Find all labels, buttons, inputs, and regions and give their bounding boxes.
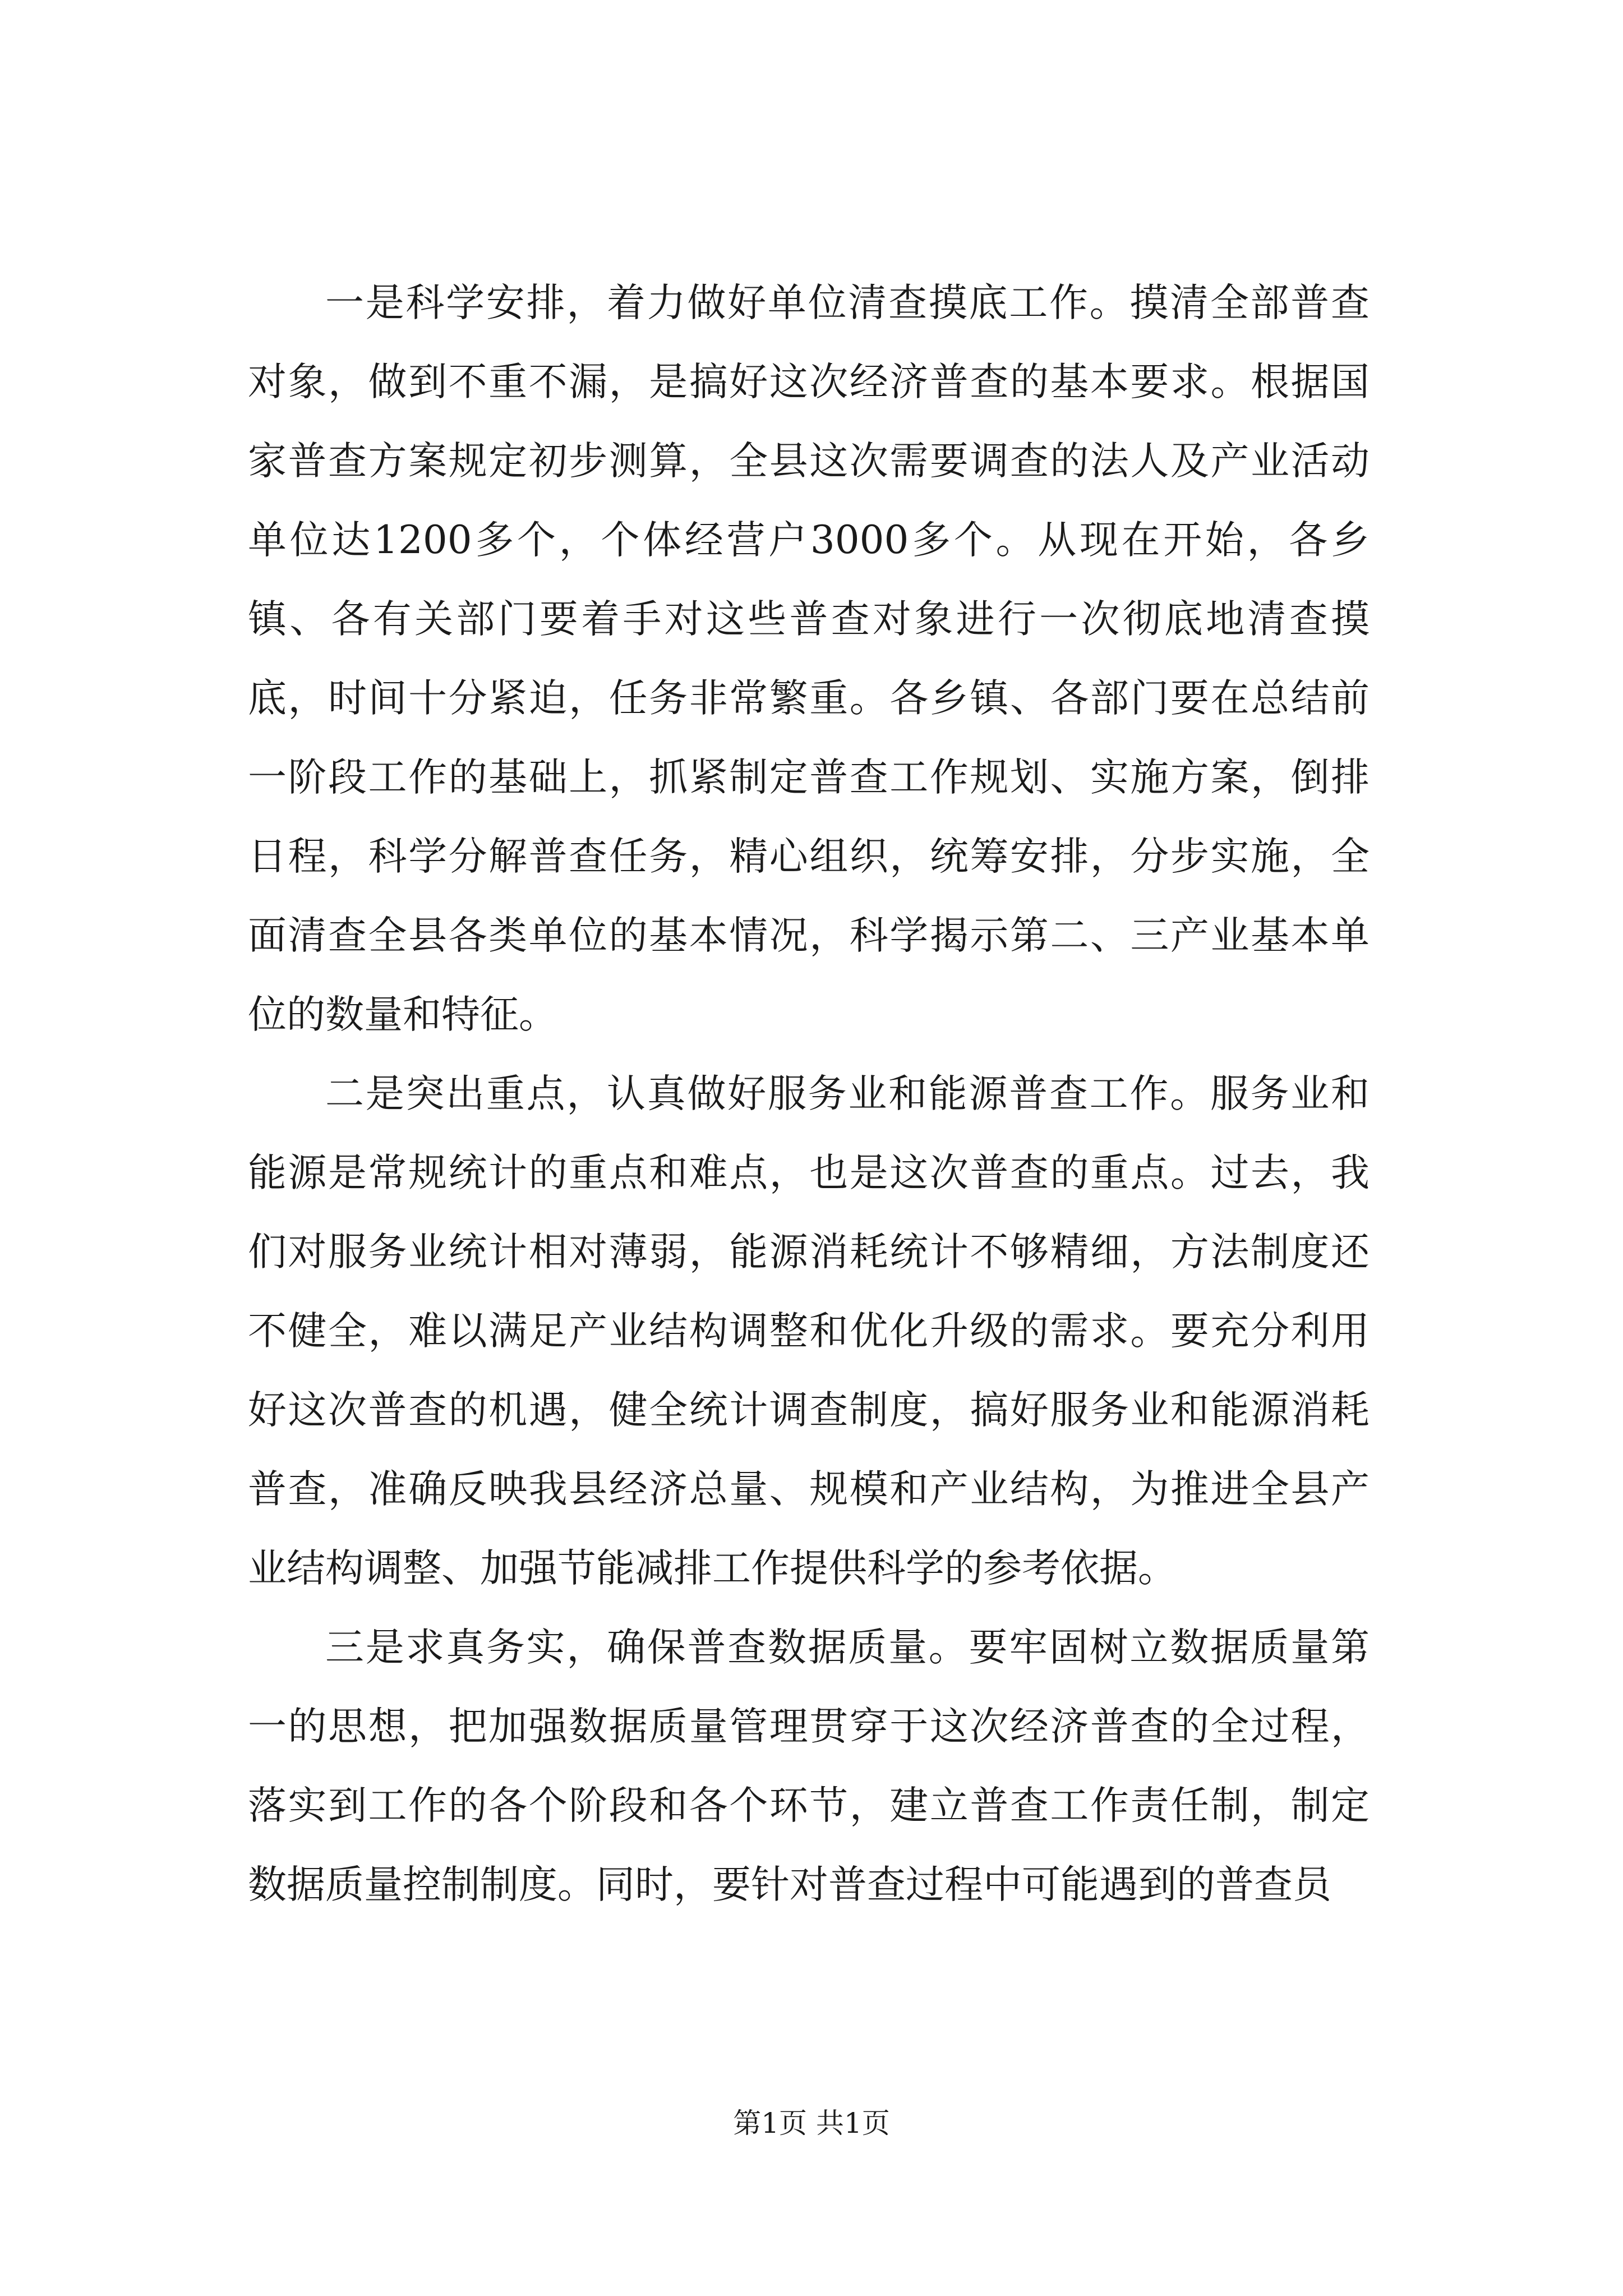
- page-footer: 第1页 共1页: [733, 2107, 890, 2139]
- document-body: [248, 264, 1370, 1925]
- paragraph-2: 二是突出重点，认真做好服务业和能源普查工作。服务业和能源是常规统计的重点和难点，也是这次普查的重点。过去，我们对服务业统计相对薄弱，能源消耗统计不够精细，方法制度还不健全，难以满足产业结构调整和优化升级的需求。要充分利用好这次普查的机遇，健全统计调查制度，搞好服务业和能源消耗普查，准确反映我县经济总量、规模和产业结构，为推进全县产业结构调整、加强节能减排工作提供科学的参考依据。: [248, 1071, 1370, 1591]
- paragraph-1: 一是科学安排，着力做好单位清查摸底工作。摸清全部普查对象，做到不重不漏，是搞好这次经济普查的基本要求。根据国家普查方案规定初步测算，全县这次需要调查的法人及产业活动单位达1200多个，个体经营户3000多个。从现在开始，各乡镇、各有关部门要着手对这些普查对象进行一次彻底地清查摸底，时间十分紧迫，任务非常繁重。各乡镇、各部门要在总结前一阶段工作的基础上，抓紧制定普查工作规划、实施方案，倒排日程，科学分解普查任务，精心组织，统筹安排，分步实施，全面清查全县各类单位的基本情况，科学揭示第二、三产业基本单位的数量和特征。: [248, 280, 1370, 1037]
- paragraph-3: 三是求真务实，确保普查数据质量。要牢固树立数据质量第一的思想，把加强数据质量管理贯穿于这次经济普查的全过程，落实到工作的各个阶段和各个环节，建立普查工作责任制，制定数据质量控制制度。同时，要针对普查过程中可能遇到的普查员: [248, 1625, 1370, 1907]
